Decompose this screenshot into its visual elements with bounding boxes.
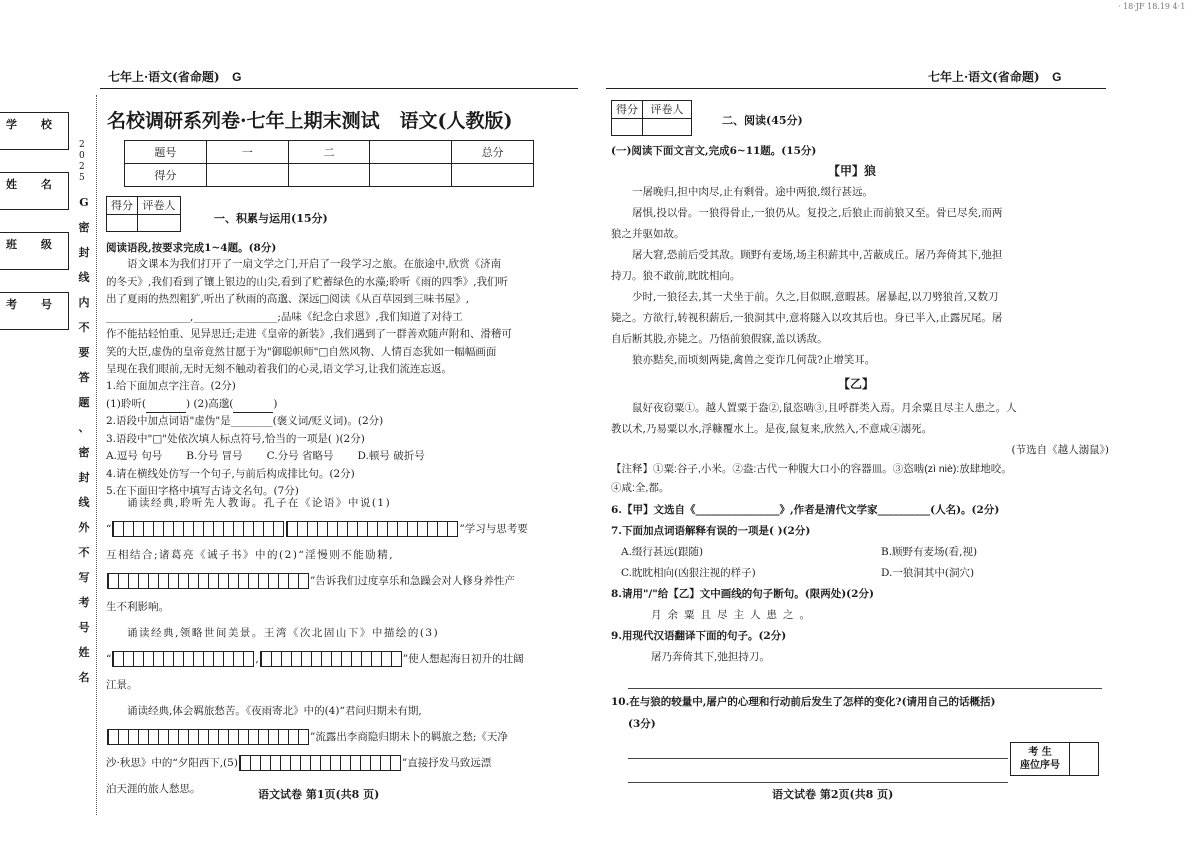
- tianzige-grid[interactable]: [260, 651, 402, 667]
- grader-name-cell[interactable]: [138, 214, 181, 232]
- question-1: 1.给下面加点字注音。(2分): [106, 380, 236, 392]
- reading-passage: [106, 256, 561, 379]
- grader-name-label: 评卷人: [643, 101, 692, 119]
- q5-line: “ ”学习与思考要: [106, 523, 528, 535]
- yi-source: (节选自《越人溺鼠》): [1011, 444, 1109, 456]
- notes: [611, 460, 1111, 498]
- subsection-1-heading: (一)阅读下面文言文,完成6~11题。(15分): [611, 145, 817, 157]
- seal-dotted-line: [96, 95, 97, 815]
- text-yi-title: 【乙】: [838, 377, 875, 391]
- grader-name-label: 评卷人: [138, 197, 181, 215]
- seal-char: 名: [78, 671, 90, 684]
- question-8: 8.请用"/"给【乙】文中画线的句子断句。(限两处)(2分): [611, 588, 874, 600]
- left-page-footer: 语文试卷 第1页(共8 页): [258, 788, 380, 801]
- q5-line: 诵读经典,体会羁旅愁苦。《夜雨寄北》中的(4)“君问归期未有期,: [127, 705, 422, 717]
- class-box: [0, 232, 69, 270]
- seal-char: 题: [78, 396, 90, 409]
- answer-line[interactable]: [628, 688, 1102, 689]
- seal-char: 答: [78, 371, 90, 384]
- grader-score-cell[interactable]: [107, 214, 138, 232]
- passage-line: 的冬天》,我们看到了镶上银边的山尖,看到了贮蓄绿色的水藻;聆听《雨的四季》,我们听: [106, 275, 509, 288]
- tianzige-grid[interactable]: [107, 573, 309, 589]
- seal-char: 写: [78, 571, 90, 584]
- jia-line: 持刀。狼不敢前,眈眈相向。: [611, 270, 741, 282]
- score-cell[interactable]: [370, 164, 452, 187]
- q9-sentence: 屠乃奔倚其下,弛担持刀。: [651, 651, 770, 663]
- tianzige-grid[interactable]: [112, 651, 254, 667]
- seal-char: G: [79, 196, 89, 209]
- notes-line: 【注释】①粟:谷子,小米。②盎:古代一种腹大口小的容器皿。③恣啮(zì niè):放肆地咬。: [611, 463, 1012, 475]
- q5-line: “ , ”使人想起海日初升的壮阔: [106, 653, 524, 665]
- option-b[interactable]: B.分号 冒号: [186, 450, 243, 462]
- score-cell[interactable]: [288, 164, 370, 187]
- exam-number-label: 考 号: [6, 298, 62, 311]
- jia-line: 狼亦黠矣,而顷刻两毙,禽兽之变诈几何哉?止增笑耳。: [632, 354, 876, 366]
- option-a[interactable]: A.缀行甚远(跟随): [621, 546, 704, 558]
- question-3: 3.语段中"□"处依次填人标点符号,恰当的一项是( )(2分): [106, 432, 365, 445]
- q7-options-row: [611, 563, 1111, 584]
- question-7: 7.下面加点词语解释有误的一项是( )(2分): [611, 525, 811, 537]
- text-yi-body: [611, 398, 1109, 461]
- jia-line: 少时,一狼径去,其一犬坐于前。久之,目似瞑,意暇甚。屠暴起,以刀劈狼首,又数刀: [632, 291, 999, 303]
- score-table-total: 总分: [452, 141, 534, 164]
- question-9: 9.用现代汉语翻译下面的句子。(2分): [611, 630, 787, 642]
- seal-char: 号: [78, 621, 90, 634]
- right-header-rule: [606, 88, 1106, 89]
- questions-1-4: [106, 378, 566, 501]
- left-header-rule: [100, 88, 578, 89]
- option-a[interactable]: A.逗号 句号: [106, 450, 163, 462]
- seal-char: 内: [78, 296, 90, 309]
- seat-label: 考 生 座位序号: [1011, 743, 1070, 776]
- passage-line: ________________,________________;品味《纪念白求恩》,我们知道了对待工: [106, 310, 463, 323]
- passage-line: 笑的大臣,虚伪的皇帝竟然甘愿于为"御聪帜师"□自然风物、人情百态犹如一幅幅画面: [106, 345, 497, 358]
- text-jia-body: [611, 182, 1109, 371]
- option-b[interactable]: B.顾野有麦场(看,视): [881, 546, 978, 558]
- exam-number-box: [0, 292, 69, 330]
- seal-char: 要: [78, 346, 90, 359]
- q8-sentence: 月余粟且尽主人患之。: [651, 609, 816, 621]
- seal-char: 线: [78, 496, 90, 509]
- jia-line: 狼之并驱如故。: [611, 228, 685, 240]
- grader-score-cell[interactable]: [612, 118, 643, 136]
- right-page-header: 七年上·语文(省命题) G: [928, 70, 1062, 84]
- score-table: [124, 140, 534, 187]
- tianzige-grid[interactable]: [107, 729, 309, 745]
- seal-char: 外: [78, 521, 90, 534]
- school-box: [0, 112, 69, 150]
- yi-line: 教以术,乃易粟以水,浮糠覆水上。是夜,鼠复来,欣然入,不意咸④溺死。: [611, 423, 933, 435]
- question-10-points: (3分): [628, 718, 656, 730]
- passage-line: 出了夏雨的热烈粗犷,听出了秋雨的高邈、深远□阅读《从百草园到三味书屋》,: [106, 293, 470, 305]
- school-label: 学 校: [6, 118, 62, 131]
- score-table-col-1: 一: [206, 141, 288, 164]
- q5-line: 互相结合;诸葛亮《诫子书》中的(2)“淫慢则不能励精,: [106, 549, 395, 561]
- tianzige-grid[interactable]: [112, 521, 284, 537]
- class-label: 班 级: [6, 238, 62, 251]
- score-row-label: 得分: [125, 164, 207, 187]
- left-page-header: 七年上·语文(省命题) G: [108, 70, 242, 84]
- text-jia-title: 【甲】狼: [828, 164, 877, 178]
- score-table-header: 题号: [125, 141, 207, 164]
- section-2-heading: 二、阅读(45分): [722, 114, 803, 127]
- year-vertical: 2025: [79, 140, 85, 183]
- seal-char: 考: [78, 596, 90, 609]
- jia-line: 一屠晚归,担中肉尽,止有剩骨。途中两狼,缀行甚远。: [632, 186, 874, 198]
- q5-line: 沙·秋思》中的“夕阳西下,(5) ”直接抒发马致远漂: [106, 757, 492, 769]
- tianzige-grid[interactable]: [239, 755, 401, 771]
- q5-line: 江景。: [106, 679, 138, 691]
- questions-6-9: [611, 500, 1111, 668]
- seat-number-box: [1010, 742, 1099, 776]
- seal-char: 不: [78, 321, 90, 334]
- seal-char: 线: [78, 271, 90, 284]
- right-page-footer: 语文试卷 第2页(共8 页): [772, 788, 894, 801]
- name-label: 姓 名: [6, 178, 62, 191]
- grader-box-left: [106, 196, 181, 232]
- jia-line: 屠惧,投以骨。一狼得骨止,一狼仍从。复投之,后狼止而前狼又至。骨已尽矣,而两: [632, 207, 1003, 219]
- q5-line: ”流露出李商隐归期未卜的羁旅之愁;《天净: [106, 724, 566, 750]
- question-10: 10.在与狼的较量中,屠户的心理和行动前后发生了怎样的变化?(请用自己的话概括): [611, 696, 996, 708]
- tianzige-grid[interactable]: [286, 521, 458, 537]
- seal-char: 密: [78, 446, 90, 459]
- seal-char: 不: [78, 546, 90, 559]
- score-cell[interactable]: [452, 164, 534, 187]
- answer-line[interactable]: [628, 758, 1008, 759]
- question-3-options: [106, 448, 566, 466]
- question-5: 5.在下面田字格中填写古诗文名句。(7分): [106, 485, 299, 497]
- seal-char: 姓: [78, 646, 90, 659]
- q5-line: ”告诉我们过度享乐和急躁会对人修身养性产: [106, 568, 566, 594]
- option-d[interactable]: D.顿号 破折号: [357, 450, 425, 462]
- yi-line: 鼠好夜窃粟①。越人置粟于盎②,鼠恣啮③,且呼群类入焉。月余粟且尽主人患之。人: [632, 402, 1017, 414]
- score-cell[interactable]: [206, 164, 288, 187]
- jia-line: 自后断其股,亦毙之。乃悟前狼假寐,盖以诱敌。: [611, 333, 828, 345]
- jia-line: 屠大窘,恐前后受其敌。顾野有麦场,场主积薪其中,苫蔽成丘。屠乃奔倚其下,弛担: [632, 249, 1003, 261]
- answer-line[interactable]: [628, 782, 1008, 783]
- q5-line: 诵读经典,领略世间美景。王湾《次北固山下》中描绘的(3): [127, 627, 440, 639]
- passage-intro: 阅读语段,按要求完成1~4题。(8分): [106, 242, 277, 254]
- question-4: 4.请在横线处仿写一个句子,与前后构成排比句。(2分): [106, 467, 355, 480]
- grader-name-cell[interactable]: [643, 118, 692, 136]
- seat-number-cell[interactable]: [1070, 743, 1099, 776]
- question-1-items: (1)聆听( ) (2)高邈( ): [106, 396, 566, 414]
- score-table-col-2: 二: [288, 141, 370, 164]
- seal-char: 、: [78, 421, 90, 434]
- seal-char: 封: [78, 246, 90, 259]
- question-5-body: [106, 490, 566, 802]
- grader-score-label: 得分: [107, 197, 138, 215]
- q5-line: 诵读经典,聆听先人教诲。孔子在《论语》中说(1): [127, 497, 392, 509]
- notes-line: ④咸:全,都。: [611, 482, 670, 494]
- question-2: 2.语段中加点词语"虚伪"是________(褒义词/贬义词)。(2分): [106, 415, 384, 427]
- passage-line: 作不能拈轻怕重、见异思迁;走进《皇帝的新装》,我们遇到了一群善欢随声附和、滑稽可: [106, 328, 512, 340]
- q7-options-row: [611, 542, 1111, 563]
- exam-title: 名校调研系列卷·七年上期末测试 语文(人教版): [107, 110, 513, 132]
- q5-line: 泊天涯的旅人愁思。: [106, 783, 201, 795]
- section-1-heading: 一、积累与运用(15分): [214, 212, 328, 225]
- score-table-col-3: [370, 141, 452, 164]
- question-6: 6.【甲】文选自《________________》,作者是清代文学家__________(人名)。(2分): [611, 504, 1000, 516]
- name-box: [0, 172, 69, 210]
- grader-box-right: [611, 100, 692, 136]
- option-d[interactable]: D.一狼洞其中(洞穴): [881, 567, 975, 579]
- passage-line: 语文课本为我们打开了一扇文学之门,开启了一段学习之旅。在旅途中,欣赏《济南: [127, 258, 502, 270]
- option-c[interactable]: C.分号 省略号: [266, 450, 334, 462]
- jia-line: 毙之。方欲行,转视积薪后,一狼洞其中,意将隧入以攻其后也。身已半入,止露尻尾。屠: [611, 312, 1003, 324]
- seal-char: 密: [78, 221, 90, 234]
- grader-score-label: 得分: [612, 101, 643, 119]
- seal-char: 封: [78, 471, 90, 484]
- passage-line: 呈现在我们眼前,无时无刻不触动着我们的心灵,语文学习,让我们流连忘返。: [106, 363, 453, 375]
- option-c[interactable]: C.眈眈相向(凶狠注视的样子): [621, 567, 756, 579]
- seal-line-vertical-text: [77, 190, 91, 690]
- q5-line: 生不利影响。: [106, 601, 169, 613]
- corner-mark: · 18·JF 18.19 4·1: [1118, 2, 1186, 11]
